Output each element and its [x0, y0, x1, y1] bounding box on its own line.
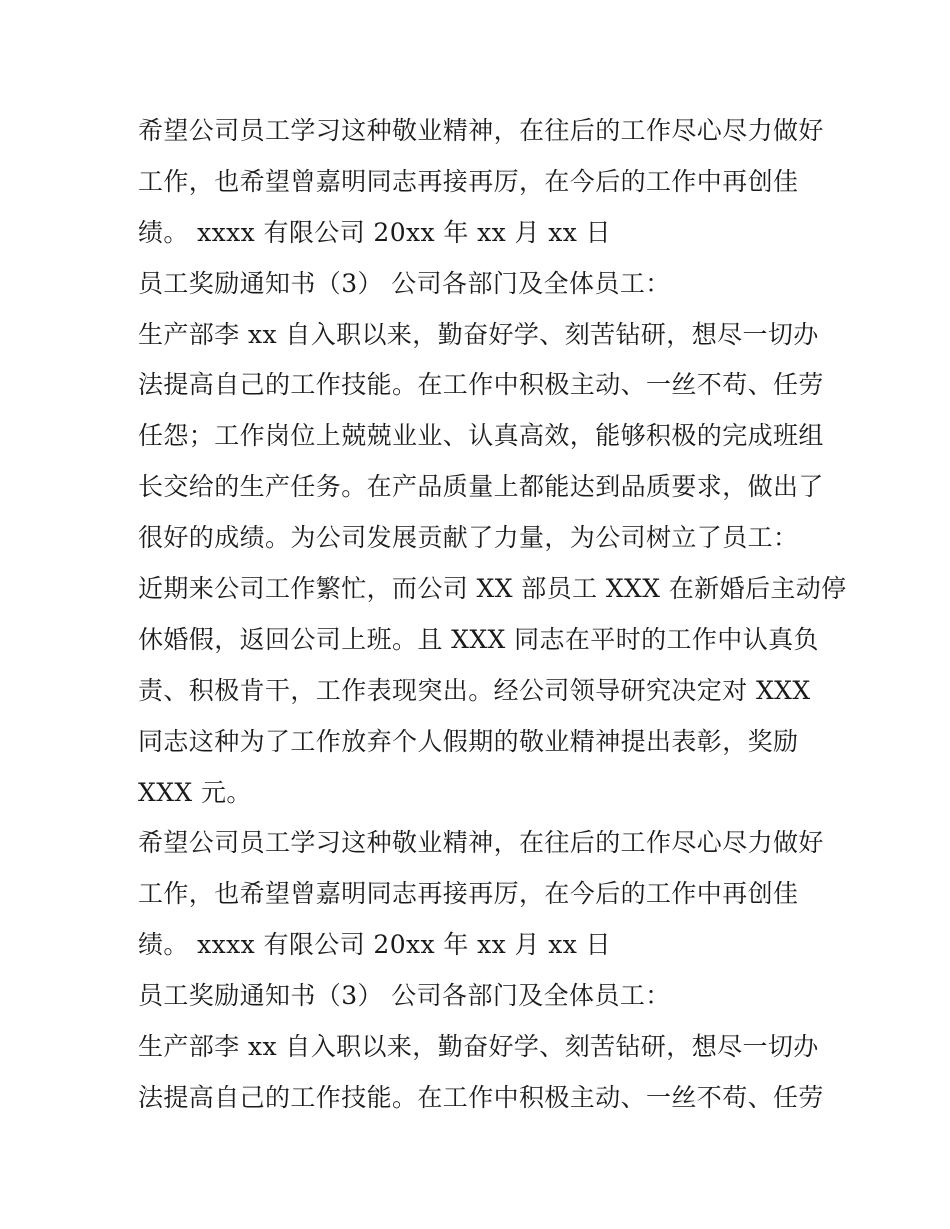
text-line: 休婚假，返回公司上班。且 XXX 同志在平时的工作中认真负: [138, 624, 819, 654]
text-line: 工作，也希望曾嘉明同志再接再厉，在今后的工作中再创佳: [138, 879, 799, 909]
text-line: 绩。 xxxx 有限公司 20xx 年 xx 月 xx 日: [138, 930, 611, 960]
text-line: 近期来公司工作繁忙，而公司 XX 部员工 XXX 在新婚后主动停: [138, 574, 847, 604]
text-line: 责、积极肯干，工作表现突出。经公司领导研究决定对 XXX: [138, 675, 811, 705]
text-line: 长交给的生产任务。在产品质量上都能达到品质要求，做出了: [138, 472, 824, 502]
text-line: 希望公司员工学习这种敬业精神，在往后的工作尽心尽力做好: [138, 828, 824, 858]
text-line: 法提高自己的工作技能。在工作中积极主动、一丝不苟、任劳: [138, 370, 824, 400]
text-line: 同志这种为了工作放弃个人假期的敬业精神提出表彰，奖励: [138, 726, 799, 756]
text-line: 员工奖励通知书（3） 公司各部门及全体员工：: [138, 981, 671, 1011]
text-line: XXX 元。: [138, 777, 252, 807]
text-line: 工作，也希望曾嘉明同志再接再厉，在今后的工作中再创佳: [138, 166, 799, 196]
text-line: 希望公司员工学习这种敬业精神，在往后的工作尽心尽力做好: [138, 116, 824, 145]
text-line: 很好的成绩。为公司发展贡献了力量，为公司树立了员工：: [138, 523, 799, 553]
text-line: 员工奖励通知书（3） 公司各部门及全体员工：: [138, 268, 671, 298]
text-line: 法提高自己的工作技能。在工作中积极主动、一丝不苟、任劳: [138, 1082, 824, 1112]
text-line: 绩。 xxxx 有限公司 20xx 年 xx 月 xx 日: [138, 217, 611, 247]
text-line: 生产部李 xx 自入职以来，勤奋好学、刻苦钻研，想尽一切办: [138, 1032, 819, 1062]
text-line: 生产部李 xx 自入职以来，勤奋好学、刻苦钻研，想尽一切办: [138, 319, 819, 349]
text-line: 任怨；工作岗位上兢兢业业、认真高效，能够积极的完成班组: [138, 421, 824, 451]
document-body: [138, 106, 847, 1124]
